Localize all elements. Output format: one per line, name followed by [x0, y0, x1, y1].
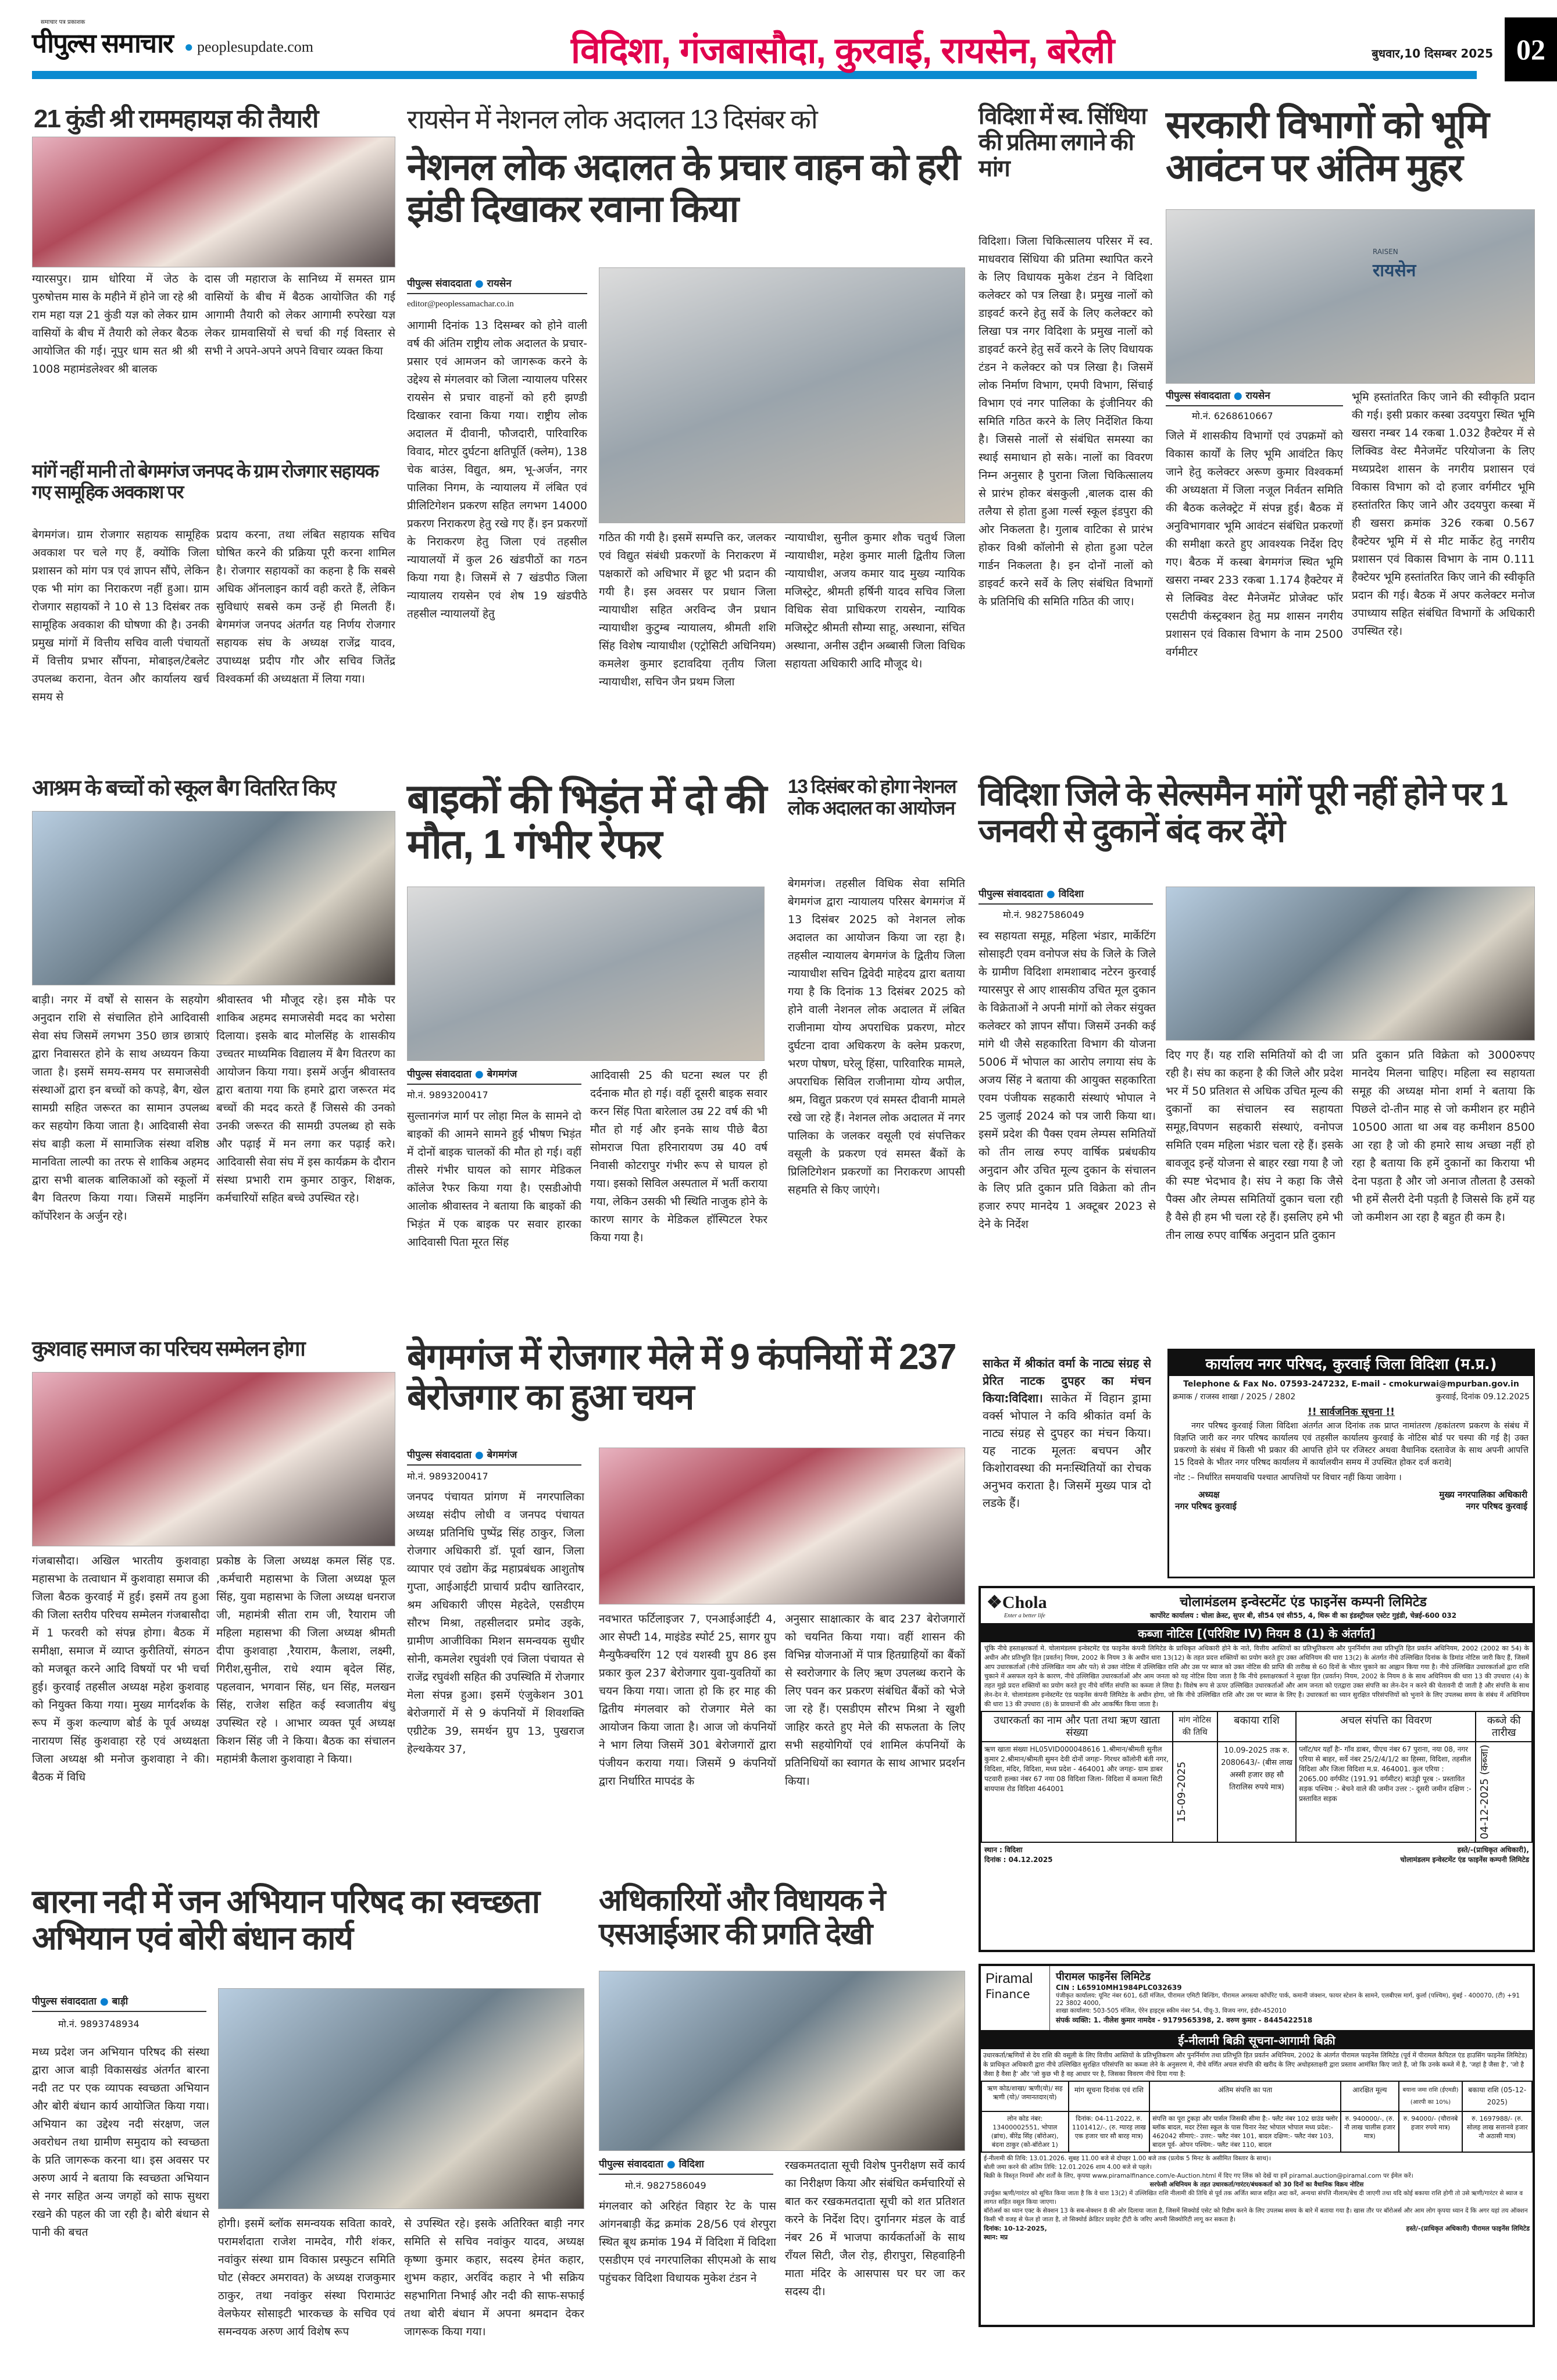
c3-text-col3: प्रति दुकान प्रति विक्रेता को 3000रुपए मानदेय मिलना चाहिए। महिला स्व सहायता समूह की अध्यक्ष मोना शर्मा ने बताया कि पिछले दो-तीन माह से जो कमीशन हर महीने 10500 आता था अब वह कमीशन 8500 आ रहा है जो की हमारे साथ अच्छा नहीं हो रहा है बताया कि हमें दुकानों का किराया भी देना पड़ता है और जो अनाज तौलता है उसको भी हमें सैलरी देनी पड़ती है जिससे कि हमें यह जो कमीशन आ रहा है बहुत ही कम है। — [1352, 1049, 1535, 1224]
b2-photo — [407, 887, 765, 1061]
piramal-table: ऋण कोड/शाखा/ ऋणी(यो)/ सह ऋणी (यो)/ जमानतदार(यो) मांग सूचना दिनांक एवं राशि अंतिम संपत्ति का पता आरक्षित मूल्य बयाना जमा राशि (ईएमडी) (आरपी का 10%) बकाया राशि (05-12-2025) लोन कोड नंबर: 13400002551, भोपाल (ब्रांच), बीरेंद्र सिंह (बॉरोअर), बंदना ठाकुर (को-बॉरोअर 1) दिनांक: 04-11-2022, रु. 1101412/-, (रु. ग्यारह लाख एक हजार चार सौ बारह मात्र) संपत्ति का पूरा टुकड़ा और पार्सल जिसकी सीमा है:- फ्लैट नंबर 102 ग्राउंड फ्लोर ब्लॉक बादल, मदर टेरेसा स्कूल के पास चिनार नेस्ट भोपाल भोपाल मध्य प्रदेश:- 462042 सीमाएं:- उत्तर:- फ्लैट नंबर 101, बादल दक्षिण:- फ्लैट नंबर 103, बादल पूर्व- ओपन पश्चिम:- फ्लैट नंबर 110, बादल रु. 940000/-, (रु. नौ लाख चालीस हजार मात्र) रु. 94000/- (चौरानबे हजार रुपये मात्र) रु. 1697988/- (रु. सोलह लाख सत्तानवे हजार नौ अठासी मात्र) — [981, 2081, 1533, 2153]
a1-photo — [32, 137, 395, 267]
c3-photo — [1166, 887, 1535, 1041]
chola-possession-notice — [979, 1586, 1535, 1952]
b4-phone: मो.नं. 9893200417 — [407, 1471, 488, 1482]
a2-text-col1: बेगमगंज। ग्राम रोजगार सहायक सामूहिक अवकाश पर चले गए हैं, क्योंकि जिला प्रशासन को मांग पत्र एवं ज्ञापन सौंपे, लेकिन एक भी मांग का निराकरण नहीं हुआ। ग्राम रोजगार सहायकों ने 10 से 13 दिसंबर तक सामूहिक अवकाश की घोषणा की है। उनकी प्रमुख मांगों में वित्तीय सचिव वाली पंचायतों में वित्तीय प्रभार सौंपना, मोबाइल/टेबलेट उपलब्ध कराना, वेतन और कार्यालय खर्च समय से — [32, 528, 209, 703]
chola-header — [981, 1588, 1533, 1624]
b5-phone: मो.नं. 9893748934 — [58, 2018, 140, 2029]
chola-notice-title: कब्जा नोटिस [(परिशिष्ट IV) नियम 8 (1) के अंतर्गत] — [981, 1624, 1533, 1642]
b6-phone: मो.नं. 9827586049 — [625, 2180, 706, 2191]
c3-phone: मो.नं. 9827586049 — [1003, 909, 1084, 920]
b1-text-col3: न्यायाधीश, सुनील कुमार शौक चतुर्थ जिला न्यायाधीश, महेश कुमार माली द्वितीय जिला न्यायाधीश, अजय कमार याद मुख्य न्यायिक मजिस्ट्रेट, श्रीमती हर्षिनी यादव सचिव जिला विधिक सेवा प्राधिकरण रायसेन, न्यायिक मजिस्ट्रेट श्रीमती सौम्या साहू, अस्थाना, संचित अस्थाना, अनीस उद्दीन अब्बासी जिला विधिक सहायता अधिकारी आदि मौजूद थे। — [785, 531, 965, 670]
chola-address: कार्पोरेट कार्यालय : चोला क्रेस्ट, सुपर बी, सी54 एवं सी55, 4, थिरू वी का इंडस्ट्रीयल एस्टेट गुइंडी, चेन्नई-600 032 — [1149, 1611, 1457, 1620]
piramal-branch: शाखा कार्यालय: 503-505 मंजिल, ऐरेन हाइट्स स्कीम नंबर 54, पीयू-3, विजय नगर, इंदौर-452010 — [1056, 2007, 1287, 2014]
b4-headline: बेगमगंज में रोजगार मेले में 9 कंपनियों में 237 बेरोजगार का हुआ चयन — [407, 1337, 956, 1418]
c2-phone: मो.नं. 6268610667 — [1192, 410, 1273, 421]
b4-text-col2: नवभारत फर्टिलाइजर 7, एनआईआईटी 4, आर सेफ्टी 14, माइंडेड स्पोर्ट 25, सागर ग्रुप मैन्युफैक्चरिंग 12 एवं यशस्वी ग्रुप 86 इस प्रकार कुल 237 बेरोजगार युवा-युवतियों का चयन किया गया। जाता हो कि हर माह की द्वितीय मंगलवार को रोजगार मेले का आयोजन किया जाता है। आज जो कंपनियों ने भाग लिया जिसमें 301 बेरोजगारों द्वारा पंजीयन कराया गया। जिसमें 9 कंपनियों द्वारा निर्धारित मापदंड के — [599, 1613, 776, 1788]
b4-byline: पीपुल्स संवाददाता ● बेगमगंज — [407, 1448, 581, 1466]
a1-text-col1: ग्यारसपुर। ग्राम धोरिया में जेठ के पुरुषोत्तम मास के महीने में होने जा रहे श्री राम महा यज्ञ 21 कुंडी यज्ञ को लेकर ग्राम वासियों के बीच में तैयारी को लेकर बैठक आयोजित की गई। नूपुर धाम सत श्री श्री 1008 महामंडलेश्वर श्री बालक — [32, 273, 198, 376]
dot-icon: ● — [474, 278, 484, 290]
b3-text: बेगमगंज। तहसील विधिक सेवा समिति बेगमगंज द्वारा न्यायालय परिसर बेगमगंज में 13 दिसंबर 2025 को नेशनल लोक अदालत का आयोजन किया जा रहा है। तहसील न्यायालय बेगमगंज के द्वितीय जिला न्यायाधीश सचिन द्विवेदी माहेदय द्वारा बताया गया है कि दिनांक 13 दिसंबर 2025 को होने वाली नेशनल लोक अदालत में लंबित राजीनामा योग्य अपराधिक प्रकरण, मोटर दुर्घटना दावा अधिकरण के क्लेम प्रकरण, भरण पोषण, घरेलू हिंसा, पारिवारिक मामले, अपराधिक सिविल राजीनामा योग्य अपील, श्रम, विद्युत प्रकरण एवं समस्त दीवानी मामले रखे जा रहे हैं। नेशनल लोक अदालत में नगर पालिका के जलकर वसूली एवं संपत्तिकर वसूली के प्रकरण एवं समस्त बैंकों के प्रिलिटिगेशन प्रकरणों का निराकरण आपसी सहमति से किए जाएंगे। — [788, 877, 965, 1196]
a1-headline: 21 कुंडी श्री राममहायज्ञ की तैयारी — [34, 105, 318, 133]
a1-text-col2: दास जी महाराज के सानिध्य में समस्त ग्राम वासियों के बीच में बैठक आयोजित की गई आगामी तैयारी को लेकर आगामी रुपरेखा यज्ञ लेकर ग्रामवासियों से चर्चा की गई विस्तार से सभी ने अपने-अपने अपने विचार व्यक्त किया — [205, 273, 395, 358]
b2-text-col1: सुल्तानगंज मार्ग पर लोहा मिल के सामने दो बाइकों की आमने सामने हुई भीषण भिड़ंत में दोनों बाइक चालकों की मौत हो गई। वहीं तीसरे गंभीर घायल को सागर मेडिकल कॉलेज रैफर किया गया है। एसडीओपी आलोक श्रीवास्तव ने बताया कि बाइकों की भिड़ंत में एक बाइक पर सवार हारका आदिवासी पिता मूरत सिंह — [407, 1110, 581, 1249]
b1-email: editor@peoplessamachar.co.in — [407, 299, 514, 309]
piramal-reg-office: पंजीकृत कार्यालय: यूनिट नंबर 601, 6ठीं मंजिल, पीरामल एमिटी बिल्डिंग, पीरामल अगस्त्या कॉर्पोरेट पार्क, कमानी जंक्शन, फायर स्टेशन के सामने, एलबीएस मार्ग, कुर्ला (पश्चिम), मुंबई - 400070, (टी) +91 22 3802 4000, — [1056, 1992, 1520, 2007]
piramal-auction-notice — [979, 1964, 1535, 2327]
c2-text-col1: जिले में शासकीय विभागों एवं उपक्रमों को विकास कार्यों के लिए भूमि आवंटित किए जाने हेतु कलेक्टर अरूण कुमार विश्वकर्मा की अध्यक्षता में जिला नजूल निर्वतन समिति की बैठक कलेक्ट्रेट में संपन्न हुई। बैठक में अनुविभागवार भूमि आवंटन संबंधित प्रकरणों की समीक्षा करते हुए आवश्यक निर्देश दिए गए। बैठक में कस्बा बेगमगंज स्थित भूमि खसरा नम्बर 233 रकबा 1.174 हैक्टेयर में से लिक्विड वेस्ट मैनेजमेंट प्रोजेक्ट फॉर एसटीपी कंस्ट्रक्शन हेतु मप्र शासन नगरीय प्रशासन एवं विकास विभाग के नाम 2500 वर्गमीटर — [1166, 430, 1343, 659]
c4-text: साकेत में श्रीकांत वर्मा के नाट्य संग्रह से प्रेरित नाटक दुपहर का मंचन किया:विदिशा। साकेत में विहान ड्रामा वर्क्स भोपाल ने कवि श्रीकांत वर्मा के नाट्य संग्रह से दुपहर का मंचन किया। यह नाटक मूलतः बचपन और किशोरावस्था की मनःस्थितियों का रोचक अनुभव कराता है। जिसमें मुख्य पात्र दो लडके हैं। — [983, 1356, 1151, 1510]
dot-icon: ● — [99, 1996, 109, 2007]
c3-byline: पीपुल्स संवाददाता ● विदिशा — [979, 887, 1153, 905]
dot-icon: ● — [666, 2159, 676, 2170]
masthead — [32, 17, 1557, 87]
b4-photo — [599, 1448, 965, 1604]
chola-body: चूंकि नीचे हस्ताक्षरकर्ता मे. चोलामंडलम इन्वेस्टमेंट एंड फाइनेंस कंपनी लिमिटेड के प्राधिकृत अधिकारी होने के नाते, वित्तीय आस्तियों का प्रतिभूतिकरण और पुनर्निर्माण तथा प्रतिभूति हित प्रवर्तन अधिनियम, 2002 (2002 का 54) के अधीन और प्रतिभूति हित [प्रवर्तन] नियम, 2002 के नियम 3 के अधीन धारा 13(12) के तहत प्रदत्त शक्तियों का प्रयोग करते हुए उक्त अधिनियम की धारा 13(2) के अंतर्गत नीचे उल्लिखित दिनांक के डिमांड नोटिस जारी किए हैं, जिसमें आप उधारकर्ताओं (नीचे उल्लिखित नाम और पते) से उक्त नोटिस में उल्लिखित राशि और उस पर ब्याज को उक्त नोटिस की प्राप्ति की तारीख से 60 दिनों के भीतर चुकाने का आह्वान किया गया है। नीचे उल्लिखित उधारकर्ताओं द्वारा राशि चुकाने में असफल रहने के कारण, नीचे उल्लिखित उधारकर्ताओं और आम जनता को यह नोटिस दिया जाता है कि नीचे हस्ताक्षरकर्ता ने सुरक्षा हित (प्रवर्तन) नियम, 2002 के नियम 8 के साथ अधिनियम की धारा 13 की उपधारा (4) के तहत मुझे प्रदत्त शक्तियों का प्रयोग करते हुए नीचे वर्णित संपत्ति का कब्जा ले लिया है। विशेष रूप से ऊपर उल्लिखित उधारकर्ताओं और आम जनता को एतद्वारा उक्त संपत्ति का लेन-देन न करने की चेतावनी दी जाती है और संपत्ति के साथ लेन-देन मे. चोलामंडलम इन्वेस्टमेंट एंड फाइनेंस कंपनी लिमिटेड के अधीन होगा, जो कि नीचे उल्लिखित राशि और उस पर ब्याज के लिए है। उधारकर्ता का ध्यान सुरक्षित परिसंपत्तियों को भुनाने के लिए उपलब्ध समय के संबंध में अधिनियम की धारा 13 की उपधारा (8) के प्रावधानों की ओर आकर्षित किया जाता है। — [984, 1645, 1529, 1708]
b5-headline: बारना नदी में जन अभियान परिषद का स्वच्छता अभियान एवं बोरी बंधान कार्य — [32, 1883, 540, 1956]
b2-text-col2: आदिवासी 25 की घटना स्थल पर ही दर्दनाक मौत हो गई। वहीं दूसरी बाइक सवार करन सिंह पिता बारेलाल उम्र 22 वर्ष की भी मौत हो गई और इनके साथ पीछे बैठा सोमराज पिता हरिनारायण उम्र 40 वर्ष निवासी कोटरापुर गंभीर रूप से घायल हो गया। इसको सिविल अस्पताल में भर्ती कराया गया, लेकिन उसकी भी स्थिति नाजुक होने के कारण सागर के मेडिकल हॉस्पिटल रेफर किया गया है। — [590, 1069, 767, 1244]
masthead-tagline: समाचार पत्र प्रकाशक — [41, 19, 85, 26]
c2-headline: सरकारी विभागों को भूमि आवंटन पर अंतिम मुहर — [1166, 103, 1488, 189]
a4-photo — [32, 1372, 395, 1546]
notice-note: नोट :– निर्धारित समयावधि पश्चात आपत्तियों पर विचार नहीं किया जावेगा । — [1174, 1473, 1402, 1482]
dot-icon: ● — [474, 1069, 484, 1080]
b1-byline: पीपुल्स संवाददाता ● रायसेन — [407, 276, 587, 294]
piramal-cin: CIN : L65910MH1984PLC032639 — [1056, 1984, 1182, 1992]
a3-text-col1: बाड़ी। नगर में वर्षों से सासन के सहयोग अनुदान राशि से संचालित होने आदिवासी सेवा संघ जिसमें लगभग 350 छात्र छात्राएं द्वारा निवासरत होने के साथ अध्ययन किया जाता है। इसमें समय-समय पर समाजसेवी संस्थाओं द्वारा इन बच्चों को कपड़े, बैग, खेल सामग्री सहित जरूरत का सामान उपलब्ध कर सहयोग किया जाता है। आदिवासी सेवा संघ बाड़ी कला में सामाजिक संस्था वशिष्ठ मानविता लाल्पी का तरफ से शाकिब अहमद द्वारा सभी बालक बालिकाओं को स्कूलों में बैग वितरण किया गया। जिसमें माइनिंग कॉर्पोरेशन के अर्जुन रहे। — [32, 994, 209, 1223]
notice-signatures: अध्यक्ष नगर परिषद कुरवाई मुख्य नगरपालिका अधिकारी नगर परिषद कुरवाई — [1175, 1489, 1527, 1511]
photo-sign-hi: रायसेन — [1373, 260, 1416, 281]
b6-photo — [599, 1971, 965, 2151]
a4-headline: कुशवाह समाज का परिचय सम्मेलन होगा — [32, 1336, 305, 1360]
kurwai-public-notice — [1167, 1349, 1535, 1578]
photo-sign-en: RAISEN — [1373, 248, 1398, 256]
b1-kicker: रायसेन में नेशनल लोक अदालत 13 दिसंबर को — [407, 104, 817, 134]
chola-table: उधारकर्ता का नाम और पता तथा ऋण खाता संख्या मांग नोटिस की तिथि बकाया राशि अचल संपत्ति का विवरण कब्जे की तारीख ऋण खाता संख्या HL05VID000048616 1.श्रीमान/श्रीमती सुनील कुमार 2.श्रीमान/श्रीमती सुमन देवी दोनों जगहः- गिरधर कॉलोनी बंती नगर, विदिशा, मंदिर, विदिशा, मध्य प्रदेश - 464001 और जगहः- ग्राम डाबर पटवारी हल्का नंबर 67 नया 08 विदिशा जिला- विदिशा में कमला सिटी बायपास रोड विदिशा 464001 15-09-2025 10.09-2025 तक रु. 2080643/- (बीस लाख अस्सी हजार छह सौ तिरालिस रुपये मात्र) प्लॉट/घर यहाँ हैः- गाँव डाबर, पीएच नंबर 67 पुराना, नया 08, नगर एरिया से बाहर, सर्वे नंबर 25/2/4/1/2 का हिस्सा, विदिशा, तहसील विदिशा और जिला विदिशा म.प्र. 464001. कुल एरिया : 2065.00 वर्गफीट (191.91 वर्गमीटर) बाउंड्री पूरब :- प्रस्तावित सड़क पश्चिम :- बेचने वाले की जमीन उत्तर :- दूसरी जमीन दक्षिण :-प्रस्तावित सड़क 04-12-2025 (कब्जा) — [981, 1711, 1533, 1843]
chola-logo-icon: ❖ — [987, 1593, 1002, 1612]
globe-icon: ● — [184, 38, 194, 55]
chola-footer: स्थान : विदिशा दिनांक : 04.12.2025 हस्ते/-(प्राधिकृत अधिकारी), चोलामंडलम इन्वेस्टमेंट एंड फाइनेंस कम्पनी लिमिटेड — [984, 1845, 1529, 1864]
b1-text-col2: गठित की गयी है। इसमें सम्पत्ति कर, जलकर एवं विद्युत संबंधी प्रकरणों के निराकरण में पक्षकारों को अधिभार में छूट भी प्रदान की गयी है। इस अवसर पर प्रधान जिला न्यायाधीश सहित अरविन्द जैन प्रधान न्यायाधीश कुटुम्ब न्यायालय, श्रीमती शशि सिंह विशेष न्यायाधीश (एट्रोसिटी अधिनियम) कमलेश कुमार इटावदिया तृतीय जिला न्यायाधीश, सचिन जैन प्रथम जिला — [599, 531, 776, 688]
a2-headline: मांगें नहीं मानी तो बेगमगंज जनपद के ग्राम रोजगार सहायक गए सामूहिक अवकाश पर — [32, 460, 378, 502]
b1-headline: नेशनल लोक अदालत के प्रचार वाहन को हरी झंडी दिखाकर रवाना किया — [407, 146, 959, 230]
piramal-logo: Piramal Finance — [985, 1971, 1033, 2001]
c2-text-col2: भूमि हस्तांतरित किए जाने की स्वीकृति प्रदान की गई। इसी प्रकार कस्बा उदयपुरा स्थित भूमि खसरा नम्बर 14 रकबा 1.032 हैक्टेयर में से लिक्विड वेस्ट मैनेजमेंट परियोजना के लिए मध्यप्रदेश शासन के नगरीय प्रशासन एवं विकास विभाग को दो हजार वर्गमीटर भूमि हस्तांतरित किए जाने और उदयपुरा कस्बा में ही खसरा क्रमांक 326 रकबा 0.567 हैक्टेयर भूमि में से मीट मार्केट हेतु नगरीय प्रशासन एवं विकास विभाग के नाम 0.111 हैक्टेयर भूमि हस्तांतरित किए जाने की स्वीकृति प्रदान की गई। बैठक में अपर कलेक्टर मनोज उपाध्याय सहित संबंधित विभागों के अधिकारी उपस्थित रहे। — [1352, 391, 1535, 638]
a3-text-col2: श्रीवास्तव भी मौजूद रहे। इस मौके पर शाकिब अहमद समाजसेवी मदद का भरोसा दिलाया। इसके बाद मोलसिंह के शासकीय उच्चतर माध्यमिक विद्यालय में बैग वितरण का आयोजन किया गया। इसमें अर्जुन श्रीवास्तव द्वारा बताया गया कि हमारे द्वारा जरूरत मंद बच्चों की मदद करते हैं जिससे की उनको उनकी जरूरत की सामग्री उपलब्ध हो सके और पढ़ाई में मन लगा कर पढ़ाई करे। आदिवासी सेवा संघ में इस कार्यक्रम के दौरान संस्था प्रभारी राम कुमार ठाकुर, शिक्षक, कर्मचारियों सहित बच्चे उपस्थित रहे। — [216, 994, 395, 1205]
piramal-header — [981, 1966, 1533, 2031]
dot-icon: ● — [1233, 390, 1242, 402]
dot-icon: ● — [474, 1449, 484, 1461]
a3-photo — [32, 811, 395, 985]
a4-text-col1: गंजबासौदा। अखिल भारतीय कुशवाहा महासभा के तत्वाधान में कुशवाहा समाज की जिला बैठक कुरवाई में हुई। इसमें तय हुआ की जिला स्तरीय परिचय सम्मेलन गंजबासौदा में 1 फरवरी को संपन्न होगा। बैठक में समीक्षा, समाज में व्याप्त कुरीतियों, संगठन को मजबूत करने आदि विषयों पर भी चर्चा हुई। कुरवाई तहसील अध्यक्ष महेश कुशवाह को नियुक्त किया गया। मुख्य मार्गदर्शक के रूप में कुश कल्याण बोर्ड के पूर्व अध्यक्ष नारायण सिंह कुशवाहा रहे एवं अध्यक्षता जिला अध्यक्ष श्री मनोज कुशवाहा ने की। बैठक में विधि — [32, 1554, 209, 1784]
chola-company: चोलामंडलम इन्वेस्टमेंट एंड फाइनेंस कम्पनी लिमिटेड — [1180, 1594, 1427, 1610]
piramal-notice-title: ई-नीलामी बिक्री सूचना-आगामी बिक्री — [981, 2031, 1533, 2049]
c1-text: विदिशा। जिला चिकित्सालय परिसर में स्व. माधवराव सिंधिया की प्रतिमा स्थापित करने के लिए विधायक मुकेश टंडन ने विदिशा कलेक्टर को पत्र लिखा है। प्रमुख नालों को डाइवर्ट करने हेतु सर्वे के लिए कलेक्टर को लिखा पत्र नगर विदिशा के प्रमुख नालों को डाइवर्ट करने हेतु सर्वे करने के लिए विधायक टंडन ने कलेक्टर को पत्र लिखा है। जिसमें लोक निर्माण विभाग, एमपी विभाग, सिंचाई विभाग एवं नगर पालिका के इंजीनियर की समिति गठित करने के लिए निर्देशित किया है। जिससे नालों से संबंधित समस्या का स्थाई समाधान हो सके। नालों का विवरण निम्न अनुसार है पुराना जिला चिकित्सालय से प्रारंभ होकर बंसकुली ,बालक दास की तलैया से होता हुआ गर्ल्स स्कूल इंडपुरा की ओर निकलता है। गुलाब वाटिका से प्रारंभ होकर विश्री कॉलोनी से होता हुआ पटेल गार्डन निकलता है। इन दोनों नालों को डाइवर्ट करने सर्वे के लिए संबंधित विभागों के प्रतिनिधि की समिति गठित की जाए। — [979, 235, 1153, 608]
page-number: 02 — [1505, 17, 1557, 81]
b3-headline: 13 दिसंबर को होगा नेशनल लोक अदालत का आयोजन — [788, 776, 956, 819]
b4-text-col3: अनुसार साक्षात्कार के बाद 237 बेरोजगारों को चयनित किया गया। वहीं शासन की विभिन्न योजनाओं में पात्र हितग्राहियों का बैंकों से स्वरोजगार के लिए ऋण उपलब्ध कराने के लिए पवन कर प्रकरण संबंधित बैंकों को भेजे जा रहे हैं। एसडीएम सौरभ मिश्रा ने खुशी जाहिर करते हुए मेले की सफलता के लिए सभी सहयोगियों एवं शामिल कंपनियों के प्रतिनिधियों का स्वागत के साथ आभार प्रदर्शन किया। — [785, 1613, 965, 1788]
notice-heading: !! सार्वजनिक सूचना !! — [1308, 1406, 1395, 1418]
b5-text-col2: होगी। इसमें ब्लॉक समन्वयक सविता कावरे, परामर्शदाता राजेश नामदेव, गौरी शंकर, नवांकुर संस्था ग्राम विकास प्रस्फुटन समिति घोट (सेक्टर अमरावत) के अध्यक्ष राजकुमार ठाकुर, तथा नवांकुर संस्था पिरामाउंट वेलफेयर सोसाइटी भारकच्छ के सचिव एवं समन्वयक अरुण आर्य विशेष रूप — [218, 2217, 395, 2338]
site-url: ● peoplesupdate.com — [184, 37, 313, 57]
piramal-terms-link[interactable]: बिक्री के विस्तृत नियमों और शर्तों के लिए, कृपया www.piramalfinance.com/e-Auction.html में दिए गए लिंक को देखें या हमें piramal.auction@piramal.com पर ईमेल करें। — [984, 2172, 1413, 2179]
b4-text-col1: जनपद पंचायत प्रांगण में नगरपालिका अध्यक्ष संदीप लोधी व जनपद पंचायत अध्यक्ष प्रतिनिधि पुष्पेंद्र सिंह ठाकुर, जिला रोजगार अधिकारी डॉ. पूर्वा खान, जिला व्यापार एवं उद्योग केंद्र महाप्रबंधक आशुतोष गुप्ता, आईआईटी प्राचार्य प्रदीप खातिरदार, श्रम अधिकारी जीएस मेहदेले, एसडीएम सौरभ मिश्रा, तहसीलदार प्रमोद उइके, ग्रामीण आजीविका मिशन समन्वयक सुधीर सोनी, कमलेश रघुवंशी एवं जिला पंचायत से राजेंद्र रघुवंशी सहित की उपस्थिति में रोजगार मेला संपन्न हुआ। इसमें एंजुकेशन 301 बेरोजगारों में से 9 कंपनियों में शिवशक्ति एग्रीटेक 39, समर्थन ग्रुप 13, पुखराज हेल्थकेयर 37, — [407, 1491, 584, 1756]
c2-photo — [1166, 209, 1535, 384]
chola-logo: ❖Chola Enter a better life — [987, 1593, 1047, 1619]
b6-headline: अधिकारियों और विधायक ने एसआईआर की प्रगति देखी — [599, 1884, 885, 1952]
piramal-footer: ई-नीलामी की तिथि: 13.01.2026. सुबह 11.00 बजे से दोपहर 1.00 बजे तक (प्रत्येक 5 मिनट के असीमित विस्तार के साथ)। बोली जमा करने की अंतिम तिथि: 12.01.2026 शाम 4.00 बजे से पहले। बिक्री के विस्तृत नियमों और शर्तों के लिए, कृपया www.piramalfinance.com/e-Auction.html में दिए गए लिंक को देखें या हमें piramal.auction@piramal.com पर ईमेल करें। सरफेसी अधिनियम के तहत उधारकर्ता/गारंटर/बंधककर्ता को 30 दिनों का वैधानिक विक्रय नोटिस उपर्युक्त ऋणी/गारंटर को सूचित किया जाता है कि वे धारा 13(2) में उल्लिखित राशि नीलामी की तिथि से पूर्व तक अर्जित ब्याज सहित अदा करें, अन्यथा संपत्ति नीलाम/बेच दी जाएगी तथा यदि कोई बकाया राशि होगी तो उसे ऋणी/गारंटर से ब्याज व लागत सहित वसूल किया जाएगा। बॉरोअर्स का ध्यान एक्ट के सेक्शन 13 के सब-सेक्शन 8 की ओर दिलाया जाता है, जिसमें सिक्योर्ड एसेट को रिडीम करने के लिए उपलब्ध समय के बारे में बताया गया है। खास तौर पर बॉरोअर्स और आम लोग कृपया ध्यान दें कि अगर यहां तय ऑक्शन किसी भी वजह से फेल हो जाता है, तो सिक्योर्ड क्रेडिटर प्राइवेट ट्रीटी के जरिए अपनी सिक्योरिटी लागू कर सकता है। दिनांक: 10-12-2025, स्थान: मप्र हस्ते/-(प्राधिकृत अधिकारी) पीरामल फाइनेंस लिमिटेड — [984, 2155, 1530, 2241]
dot-icon: ● — [1046, 888, 1055, 900]
b1-photo — [599, 267, 965, 523]
b5-photo — [218, 1988, 584, 2209]
piramal-contact: संपर्क व्यक्ति: 1. नीलेश कुमार नामदेव - 9179565398, 2. वरुण कुमार - 8445422518 — [1056, 2016, 1313, 2024]
b2-phone: मो.नं. 9893200417 — [407, 1089, 488, 1100]
a4-text-col2: प्रकोष्ठ के जिला अध्यक्ष कमल सिंह एड. ,कर्मचारी महासभा के जिला अध्यक्ष फूल सिंह, युवा महासभा के जिला अध्यक्ष धनराज जी, महामंत्री सीता राम जी, रैयाराम जी महिला महासभा की जिला अध्यक्ष श्रीमती दीपा कुशवाहा ,रैयाराम, कैलाश, लक्ष्मी, गिरीश,सुनील, राधे श्याम बृदेल सिंह, पहलवान, भगवान सिंह, धन सिंह, मलखन सिंह, राजेश सहित कई स्वजातीय बंधु उपस्थित रहे । आभार व्यक्त पूर्व अध्यक्ष किशन सिंह जी ने किया। बैठक का संचालन महामंत्री कैलाश कुशवाहा ने किया। — [216, 1554, 395, 1766]
logo-block — [32, 17, 173, 60]
b1-text-col1: आगामी दिनांक 13 दिसम्बर को होने वाली वर्ष की अंतिम राष्ट्रीय लोक अदालत के प्रचार-प्रसार एवं आमजन को जागरूक करने के उद्देश्य से मंगलवार को जिला न्यायालय परिसर रायसेन से प्रचार वाहनों को हरी झण्डी दिखाकर रवाना किया गया। राष्ट्रीय लोक अदालत में दीवानी, फौजदारी, पारिवारिक विवाद, मोटर दुर्घटना क्षतिपूर्ति (क्लेम), 138 चेक बाउंस, विद्युत, श्रम, भू-अर्जन, नगर पालिका निगम, के न्यायालय में लंबित एवं प्रीलिटिगेशन प्रकरण सहित लगभग 14000 प्रकरण निराकरण हेतु रखे गए हैं। इन प्रकरणों के निराकरण हेतु जिला एवं तहसील न्यायालयों में कुल 26 खंडपीठों का गठन किया गया है। जिसमें से 7 खंडपीठ जिला न्यायालय रायसेन एवं शेष 19 खंडपीठे तहसील न्यायालयों हेतु — [407, 319, 587, 620]
a2-text-col2: प्रदाय करना, तथा लंबित सहायक सचिव घोषित करने की प्रक्रिया पूरी करना शामिल है। रोजगार सहायकों का कहना है कि सबसे अधिक ऑनलाइन कार्य वही करते हैं, लेकिन सुविधाएं सबसे कम उन्हें ही मिलती हैं। बेगमगंज जनपद अंतर्गत यह निर्णय रोजगार सहायक संघ के अध्यक्ष राजेंद्र यादव, उपाध्यक्ष प्रदीप गौर और सचिव जितेंद्र विश्वकर्मा की अध्यक्षता में लिया गया। — [216, 528, 395, 685]
newspaper-logo: पीपुल्स समाचार — [32, 28, 173, 58]
b5-text-col1: मध्य प्रदेश जन अभियान परिषद की संस्था द्वारा आज बाड़ी विकासखंड अंतर्गत बारना नदी तट पर एक व्यापक स्वच्छता अभियान और बोरी बंधान कार्य आयोजित किया गया। अभियान का उद्देश्य नदी संरक्षण, जल अवरोधन तथा ग्रामीण समुदाय को स्वच्छता के प्रति जागरूक करना था। इस अवसर पर अरुण आर्य ने बताया कि स्वच्छता अभियान से नगर सहित अन्य जगहों को साफ सुथरा रखने की पहल की जा रही है। बोरी बंधान से पानी की बचत — [32, 2046, 209, 2239]
notice-body: नगर परिषद कुरवाई जिला विदिशा अंतर्गत आज दिनांक तक प्राप्त नामांतरण /हकांतरण प्रकरण के संबंध में विज्ञप्ति जारी कर नगर परिषद कार्यालय एवं तहसील कार्यालय कुरवाई के नोटिस बोर्ड पर चस्पा की गई है| उक्त प्रकरणो के संबंध में किसी भी प्रकार की आपत्ति होने पर रजिस्टर अथवा वैधानिक दस्तावेज के साथ अपनी आपत्ति 15 दिवसे के भीतर नगर परिषद कार्यालय में कार्यालयीन समय में उपस्थित होकर दर्ज करावे| — [1174, 1421, 1529, 1467]
notice-contact: Telephone & Fax No. 07593-247232, E-mail - cmokurwai@mpurban.gov.in — [1183, 1380, 1519, 1389]
b6-text-col1: मंगलवार को अरिहंत विहार रेट के पास आंगनबाड़ी केंद्र क्रमांक 28/56 एवं शेरपुरा स्थित बूथ क्रमांक 194 में विदिशा में विदिशा एसडीएम एवं नगरपालिका सीएमओ के साथ पहुंचकर विदिशा विधायक मुकेश टंडन ने — [599, 2200, 776, 2285]
notice-title: कार्यालय नगर परिषद, कुरवाई जिला विदिशा (म.प्र.) — [1169, 1350, 1533, 1376]
masthead-row — [32, 17, 1557, 84]
b6-text-col2: रखकमतदाता सूची विशेष पुनरीक्षण सर्वे कार्य का निरीक्षण किया और संबंधित कर्मचारियों से बात कर रखकमतदाता सूची को शत प्रतिशत करने के निर्देश दिए। दुर्गानगर मंडल के वार्ड नंबर 26 में भाजपा कार्यकर्ताओं के साथ राँयल सिटी, जैल रोड़, हीरापुरा, सिहवाहिनी माता मंदिर के आसपास घर घर जा कर सदस्य दी। — [785, 2159, 965, 2298]
issue-date: बुधवार,10 दिसम्बर 2025 — [1372, 47, 1493, 60]
c3-headline: विदिशा जिले के सेल्समैन मांगें पूरी नहीं होने पर 1 जनवरी से दुकानें बंद कर देंगे — [979, 776, 1507, 849]
c2-byline: पीपुल्स संवाददाता ● रायसेन — [1166, 388, 1343, 406]
piramal-company: पीरामल फाइनेंस लिमिटेड — [1056, 1971, 1151, 1983]
b2-headline: बाइकों की भिड़ंत में दो की मौत, 1 गंभीर रेफर — [407, 776, 766, 867]
b2-byline: पीपुल्स संवाददाता ● बेगमगंज — [407, 1067, 581, 1085]
c3-text-col1: स्व सहायता समूह, महिला भंडार, मार्केटिंग सोसाइटी एवम वनोपज संघ के जिले के जिले के ग्रामीण विदिशा शमशाबाद नटेरन कुरवाई ग्यारसपुर से आए शासकीय उचित मूल दुकान के विक्रेताओं ने अपनी मांगों को लेकर संयुक्त कलेक्टर को ज्ञापन सौंपा। जिसमें उनकी कई मांगे थी जैसे सहकारिता विभाग की योजना 5006 में भोपाल का आरोप लगाया संघ के अजय सिंह ने बताया की आयुक्त सहकारिता एवम पंजीयक सहकारी संस्थाएं भोपाल ने 25 जुलाई 2024 को पत्र जारी किया था। इसमें प्रदेश की पैक्स एवम लेम्पस समितियों को तीन लाख रुपए वार्षिक प्रबंधकीय अनुदान और उचित मूल्य दुकान के संचालन के लिए प्रति दुकान प्रति विक्रेता को तीन हजार रुपए मानदेय 1 अक्टूबर 2023 से देने के निर्देश — [979, 930, 1156, 1231]
notice-ref-row: क्रमाक / राजस्व शाखा / 2025 / 2802 कुरवाई, दिनांक 09.12.2025 — [1173, 1392, 1530, 1402]
b5-text-col3: से उपस्थित रहे। इसके अतिरिक्त बाड़ी नगर समिति से सचिव नवांकुर यादव, अध्यक्ष कृष्णा कुमार कहार, सदस्य हेमंत कहार, शुभम कहार, अरविंद कहार ने भी सक्रिय सहभागिता निभाई और नदी की साफ-सफाई तथा बोरी बंधान में अपना श्रमदान देकर जागरूक किया गया। — [404, 2217, 584, 2338]
a3-headline: आश्रम के बच्चों को स्कूल बैग वितरित किए — [32, 776, 335, 801]
b6-byline: पीपुल्स संवाददाता ● विदिशा — [599, 2157, 773, 2175]
edition-title: विदिशा, गंजबासौदा, कुरवाई, रायसेन, बरेली — [571, 31, 1115, 71]
c1-headline: विदिशा में स्व. सिंधिया की प्रतिमा लगाने की मांग — [979, 103, 1146, 181]
b5-byline: पीपुल्स संवाददाता ● बाड़ी — [32, 1994, 206, 2012]
piramal-intro: उधारकर्ता/ऋणियों से देय राशि की वसूली के लिए वित्तीय आस्तियों के प्रतिभूतिकरण और पुनर्निर्माण तथा प्रतिभूति हित प्रवर्तन अधिनियम, 2002 के अंतर्गत पीरामल फाइनेंस लिमिटेड (पूर्व में पीरामल कैपिटल एंड हाउसिंग फाइनेंस लिमिटेड) के प्राधिकृत अधिकारी द्वारा नीचे उल्लिखित सुरक्षित परिसंपत्ति का कब्जा लेने के अनुसरण मे, नीचे वर्णित अचल संपत्ति की खरीद के लिए अधोहस्ताक्षरी द्वारा प्रस्ताव आमंत्रित किए जाते हैं, जो कि उनके कब्जे में है, 'जहां है जैसा है', 'जो है जैसा है वैसा है' और 'जो कुछ भी है वह आधार पर है, जिसका विवरण नीचे दिया गया है: — [983, 2052, 1527, 2078]
c3-text-col2: दिए गए हैं। यह राशि समितियों को दी जा रही है। संघ का कहना है की जिले और प्रदेश भर में 50 प्रतिशत से अधिक उचित मूल्य की दुकानों का संचालन स्व सहायता समूह,विपणन सहकारी संस्थाएं, वनोपज समिति एवम महिला भंडार चला रहे हैं। इसके बावजूद इन्हें योजना से बाहर रखा गया है जो की स्पष्ट भेदभाव है। संघ ने कहा कि जैसे पैक्स और लेम्पस समितियों दुकान चला रही है वैसे ही हम भी चला रहे हैं। इसलिए हमे भी तीन लाख रुपए वार्षिक अनुदान प्रति दुकान — [1166, 1049, 1343, 1242]
